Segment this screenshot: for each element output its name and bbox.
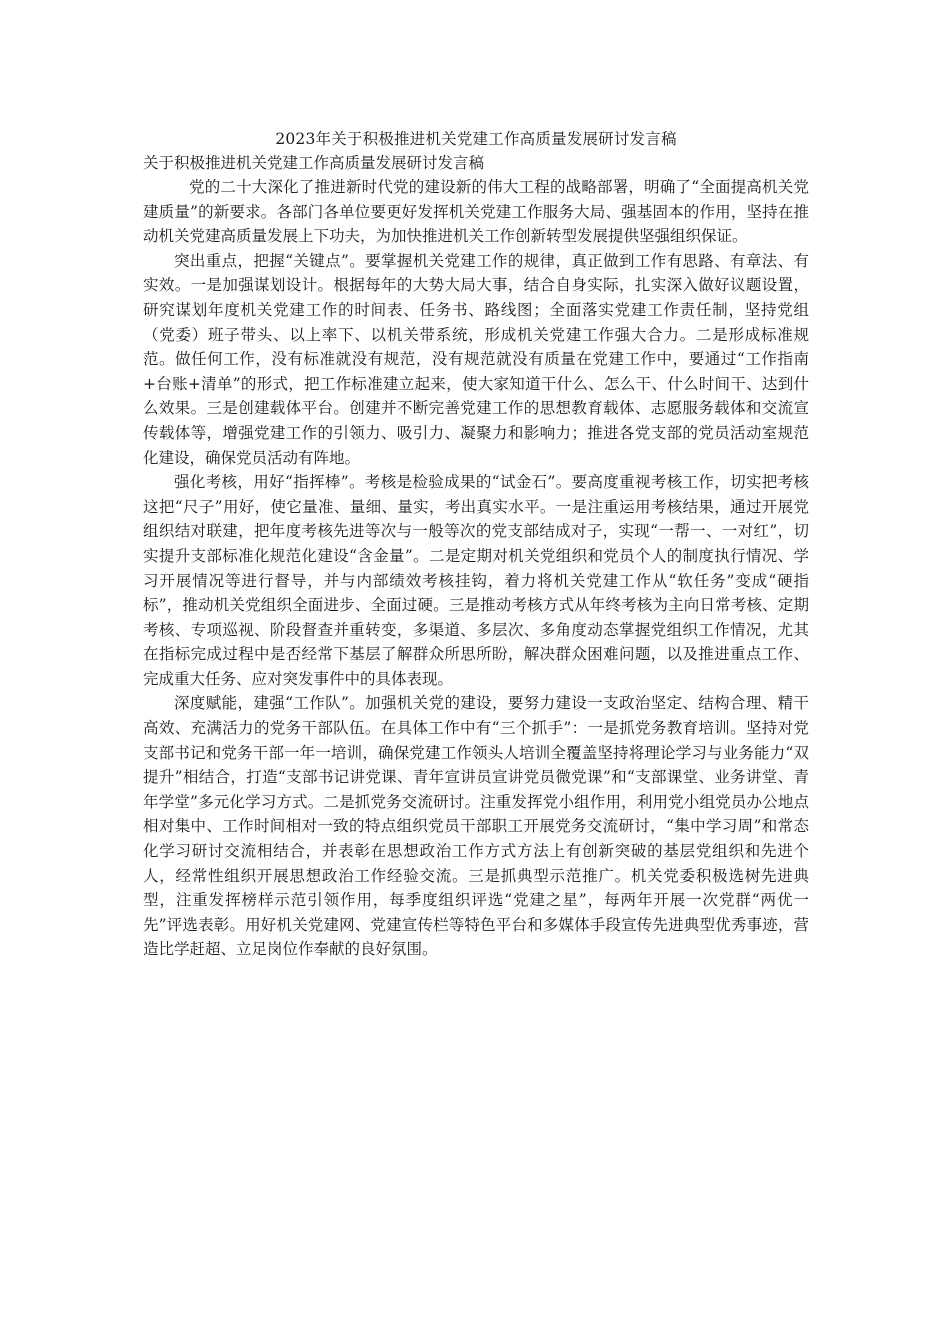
paragraph-team-building: 深度赋能，建强“工作队”。加强机关党的建设，要努力建设一支政治坚定、结构合理、精干高效、充满活力的党务干部队伍。在具体工作中有“三个抓手”：一是抓党务教育培训。坚持对党支部书记和党务干部一年一培训，确保党建工作领头人培训全覆盖坚持将理论学习与业务能力“双提升”相结合，打造“支部书记讲党课、青年宣讲员宣讲党员微党课”和“支部课堂、业务讲堂、青年学堂”多元化学习方式。二是抓党务交流研讨。注重发挥党小组作用，利用党小组党员办公地点相对集中、工作时间相对一致的特点组织党员干部职工开展党务交流研讨，“集中学习周”和常态化学习研讨交流相结合，并表彰在思想政治工作方式方法上有创新突破的基层党组织和先进个人，经常性组织开展思想政治工作经验交流。三是抓典型示范推广。机关党委积极选树先进典型，注重发挥榜样示范引领作用，每季度组织评选“党建之星”，每两年开展一次党群“两优一先”评选表彰。用好机关党建网、党建宣传栏等特色平台和多媒体手段宣传先进典型优秀事迹，营造比学赶超、立足岗位作奉献的良好氛围。 [143,694,809,959]
paragraph-assessment: 强化考核，用好“指挥棒”。考核是检验成果的“试金石”。要高度重视考核工作，切实把考核这把“尺子”用好，使它量准、量细、量实，考出真实水平。一是注重运用考核结果，通过开展党组织结对联建，把年度考核先进等次与一般等次的党支部结成对子，实现“一帮一、一对红”，切实提升支部标准化规范化建设“含金量”。二是定期对机关党组织和党员个人的制度执行情况、学习开展情况等进行督导，并与内部绩效考核挂钩，着力将机关党建工作从“软任务”变成“硬指标”，推动机关党组织全面进步、全面过硬。三是推动考核方式从年终考核为主向日常考核、定期考核、专项巡视、阶段督查并重转变，多渠道、多层次、多角度动态掌握党组织工作情况，尤其在指标完成过程中是否经常下基层了解群众所思所盼，解决群众困难问题，以及推进重点工作、完成重大任务、应对突发事件中的具体表现。 [143,473,809,688]
paragraph-intro: 党的二十大深化了推进新时代党的建设新的伟大工程的战略部署，明确了“全面提高机关党建质量”的新要求。各部门各单位要更好发挥机关党建工作服务大局、强基固本的作用，坚持在推动机关党建高质量发展上下功夫，为加快推进机关工作创新转型发展提供坚强组织保证。 [143,178,809,246]
document-title: 2023年关于积极推进机关党建工作高质量发展研讨发言稿 [275,130,677,148]
document-subtitle: 关于积极推进机关党建工作高质量发展研讨发言稿 [143,154,485,172]
document-page [143,127,809,962]
paragraph-key-points: 突出重点，把握“关键点”。要掌握机关党建工作的规律，真正做到工作有思路、有章法、有实效。一是加强谋划设计。根据每年的大势大局大事，结合自身实际，扎实深入做好议题设置，研究谋划年度机关党建工作的时间表、任务书、路线图；全面落实党建工作责任制，坚持党组（党委）班子带头、以上率下、以机关带系统，形成机关党建工作强大合力。二是形成标准规范。做任何工作，没有标准就没有规范，没有规范就没有质量在党建工作中，要通过“工作指南+台账+清单”的形式，把工作标准建立起来，使大家知道干什么、怎么干、什么时间干、达到什么效果。三是创建载体平台。创建并不断完善党建工作的思想教育载体、志愿服务载体和交流宣传载体等，增强党建工作的引领力、吸引力、凝聚力和影响力；推进各党支部的党员活动室规范化建设，确保党员活动有阵地。 [143,251,809,467]
